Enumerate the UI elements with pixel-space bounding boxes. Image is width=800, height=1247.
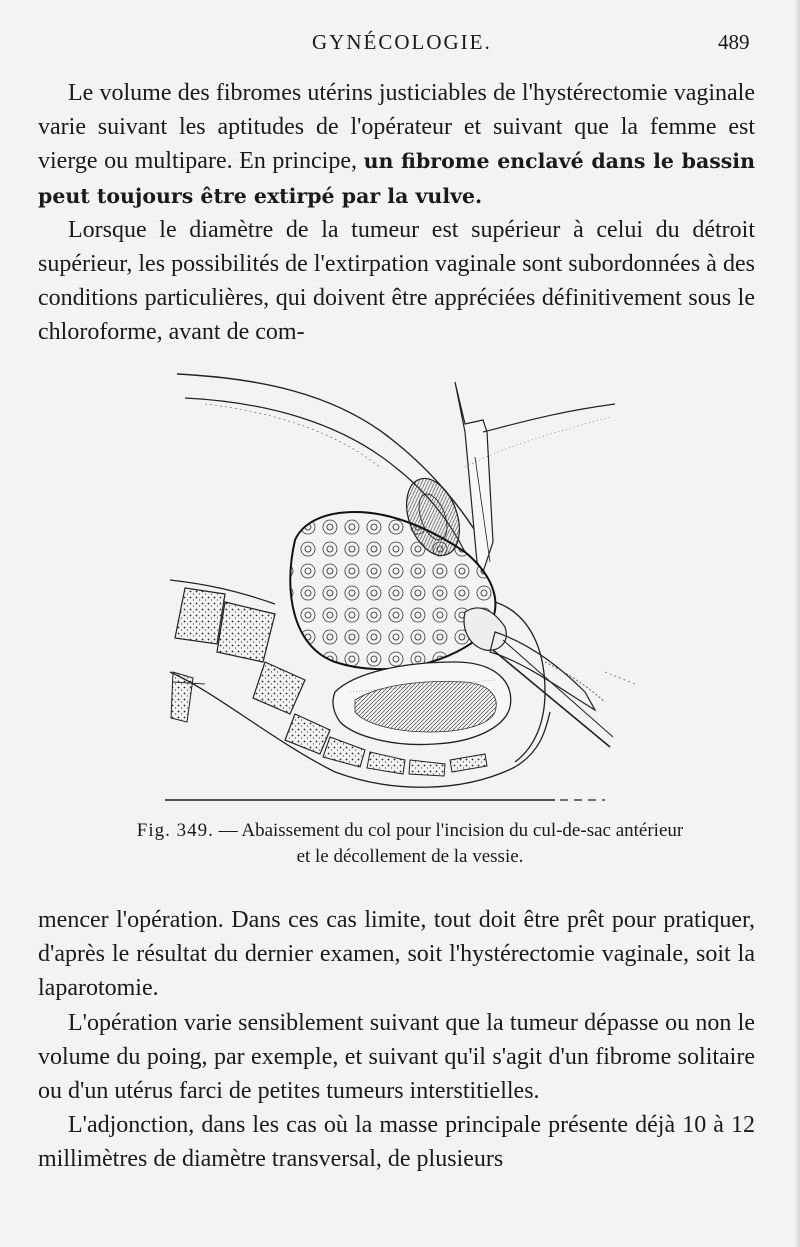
figure-label: Fig. 349. [136, 820, 214, 841]
caption-line-1 [60, 818, 760, 844]
text-block-bottom [38, 903, 755, 1177]
caption-line-2: et le décollement de la vessie. [296, 846, 524, 867]
paragraph-diametre-tumeur: Lorsque le diamètre de la tumeur est supérieur à celui du détroit supérieur, les possibilités de l'extirpation vaginale sont subordonnées à des conditions particulières, qui doivent être appréciées définitivement sous le chloroforme, avant de com- [38, 216, 755, 346]
paragraph-mencer-operation: mencer l'opération. Dans ces cas limite, tout doit être prêt pour pratiquer, d'après le résultat du dernier examen, soit l'hystérectomie vaginale, soit la laparotomie. [38, 907, 755, 1002]
emphasized-principle: un fibrome enclavé dans le bassin peut toujours être extirpé par la vulve. [38, 149, 755, 208]
page-number: 489 [718, 30, 750, 54]
anatomical-illustration [165, 362, 645, 812]
fibroid-tumor [290, 512, 495, 669]
caption-text-1: — Abaissement du col pour l'incision du cul-de-sac antérieur [213, 820, 684, 841]
paragraph-text: Le volume des fibromes utérins justiciables de l'hystérectomie vaginale varie suivant les aptitudes de l'opérateur et suivant que la femme est vierge ou multipare. En principe, [38, 80, 755, 175]
figure-caption [60, 818, 760, 870]
running-head [0, 30, 800, 60]
paragraph-operation-varie: L'opération varie sensiblement suivant que la tumeur dépasse ou non le volume du poing, par exemple, et suivant qu'il s'agit d'un fibrome solitaire ou d'un utérus farci de petites tumeurs interstitielles. [38, 1009, 755, 1105]
paragraph-adjonction: L'adjonction, dans les cas où la masse principale présente déjà 10 à 12 millimètres de diamètre transversal, de plusieurs [38, 1112, 755, 1173]
page-edge-shadow [794, 0, 800, 1247]
running-title: GYNÉCOLOGIE. [312, 30, 492, 54]
paragraph-volume-fibromes [38, 76, 755, 213]
text-block-top [38, 76, 755, 350]
